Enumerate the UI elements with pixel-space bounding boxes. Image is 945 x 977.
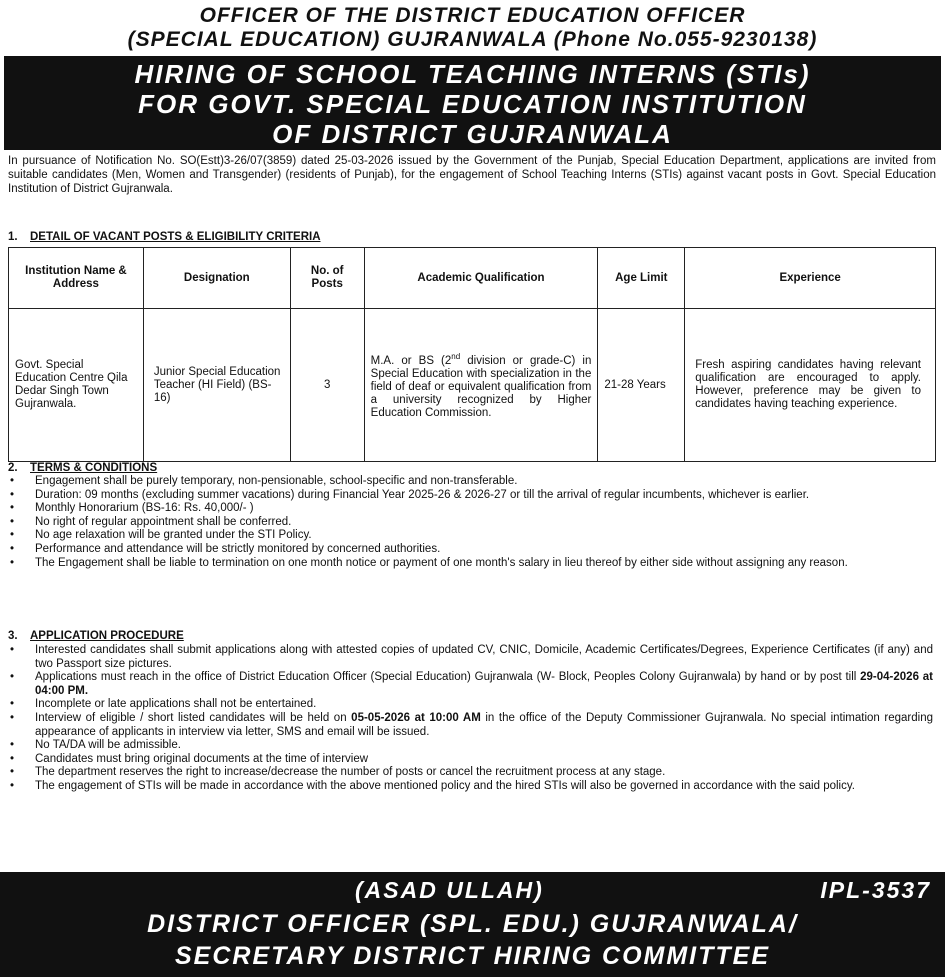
list-item: • Candidates must bring original documents at the time of interview <box>8 753 933 767</box>
signature-footer <box>0 872 945 977</box>
col-header-posts: No. of Posts <box>290 248 364 309</box>
signatory-title-1: DISTRICT OFFICER (SPL. EDU.) GUJRANWALA/ <box>147 910 798 938</box>
list-item: • No right of regular appointment shall be conferred. <box>8 516 933 530</box>
vacant-posts-table <box>8 247 936 462</box>
list-item: • Monthly Honorarium (BS-16: Rs. 40,000/- ) <box>8 502 933 516</box>
col-header-experience: Experience <box>685 248 936 309</box>
office-header <box>0 4 945 52</box>
list-item: • Incomplete or late applications shall not be entertained. <box>8 698 933 712</box>
table-row <box>9 309 936 462</box>
cell-experience: Fresh aspiring candidates having relevant qualification are encouraged to apply. However, preference may be given to candidates having teaching experience. <box>685 309 936 462</box>
list-item: • No age relaxation will be granted under the STI Policy. <box>8 529 933 543</box>
list-item: • Engagement shall be purely temporary, non-pensionable, school-specific and non-transferable. <box>8 475 933 489</box>
list-item: • Interested candidates shall submit applications along with attested copies of updated CV, CNIC, Domicile, Academic Certificates/Degrees, Experience Certificates (if any) and two Passport size pictures. <box>8 644 933 671</box>
section-2-heading: TERMS & CONDITIONS <box>30 462 158 474</box>
banner-line-3: OF DISTRICT GUJRANWALA <box>272 119 673 149</box>
office-line-2: (SPECIAL EDUCATION) GUJRANWALA (Phone No.055-9230138) <box>127 28 818 51</box>
section-1-number: 1. <box>8 231 18 243</box>
section-1-title <box>8 230 321 244</box>
col-header-institution: Institution Name & Address <box>9 248 144 309</box>
col-header-qualification: Academic Qualification <box>364 248 598 309</box>
list-item: • The Engagement shall be liable to termination on one month notice or payment of one month's salary in lieu thereof by either side without assigning any reason. <box>8 557 933 571</box>
col-header-age-limit: Age Limit <box>598 248 685 309</box>
col-header-designation: Designation <box>143 248 290 309</box>
list-item: • Duration: 09 months (excluding summer vacations) during Financial Year 2025-26 & 2026-27 or till the arrival of regular incumbents, whichever is earlier. <box>8 489 933 503</box>
terms-list <box>8 475 933 570</box>
cell-designation: Junior Special Education Teacher (HI Field) (BS-16) <box>143 309 290 462</box>
section-3-heading: APPLICATION PROCEDURE <box>30 630 184 642</box>
office-line-1: OFFICER OF THE DISTRICT EDUCATION OFFICER <box>199 4 746 27</box>
section-3-number: 3. <box>8 630 18 642</box>
section-2-title <box>8 461 157 475</box>
section-3-title <box>8 629 184 643</box>
cell-institution: Govt. Special Education Centre Qila Dedar Singh Town Gujranwala. <box>9 309 144 462</box>
intro-paragraph: In pursuance of Notification No. SO(Estt)3-26/07(3859) dated 25-03-2026 issued by the Government of the Punjab, Special Education Department, applications are invited from suitable candidates (Men, Women and Transgender) (residents of Punjab), for the engagement of School Teaching Interns (STIs) against vacant posts in Govt. Special Education Institution of District Gujranwala. <box>8 155 936 195</box>
signatory-name: (ASAD ULLAH) <box>355 877 544 903</box>
cell-age-limit: 21-28 Years <box>598 309 685 462</box>
list-item: • The engagement of STIs will be made in accordance with the above mentioned policy and the hired STIs will also be governed in accordance with the said policy. <box>8 780 933 794</box>
ipl-reference: IPL-3537 <box>820 877 931 903</box>
list-item: • Performance and attendance will be strictly monitored by concerned authorities. <box>8 543 933 557</box>
cell-posts: 3 <box>290 309 364 462</box>
procedure-list <box>8 644 933 794</box>
list-item: • Applications must reach in the office of District Education Officer (Special Education) Gujranwala (W- Block, Peoples Colony Gujranwala) by hand or by post till 29-04-2026 at 04:00 PM. <box>8 671 933 698</box>
list-item: • No TA/DA will be admissible. <box>8 739 933 753</box>
hiring-banner <box>4 56 941 150</box>
banner-line-2: FOR GOVT. SPECIAL EDUCATION INSTITUTION <box>138 89 807 119</box>
list-item: • Interview of eligible / short listed candidates will be held on 05-05-2026 at 10:00 AM in the office of the Deputy Commissioner Gujranwala. No special intimation regarding appearance of applicants in interview via letter, SMS and email will be issued. <box>8 712 933 739</box>
list-item: • The department reserves the right to increase/decrease the number of posts or cancel the recruitment process at any stage. <box>8 766 933 780</box>
section-1-heading: DETAIL OF VACANT POSTS & ELIGIBILITY CRITERIA <box>30 231 321 243</box>
cell-qualification: M.A. or BS (2nd division or grade-C) in Special Education with specialization in the field of deaf or equivalent qualification from a university recognized by Higher Education Commission. <box>364 309 598 462</box>
table-header-row <box>9 248 936 309</box>
banner-line-1: HIRING OF SCHOOL TEACHING INTERNS (STIs) <box>134 59 811 89</box>
section-2-number: 2. <box>8 462 18 474</box>
signatory-title-2: SECRETARY DISTRICT HIRING COMMITTEE <box>174 942 771 970</box>
